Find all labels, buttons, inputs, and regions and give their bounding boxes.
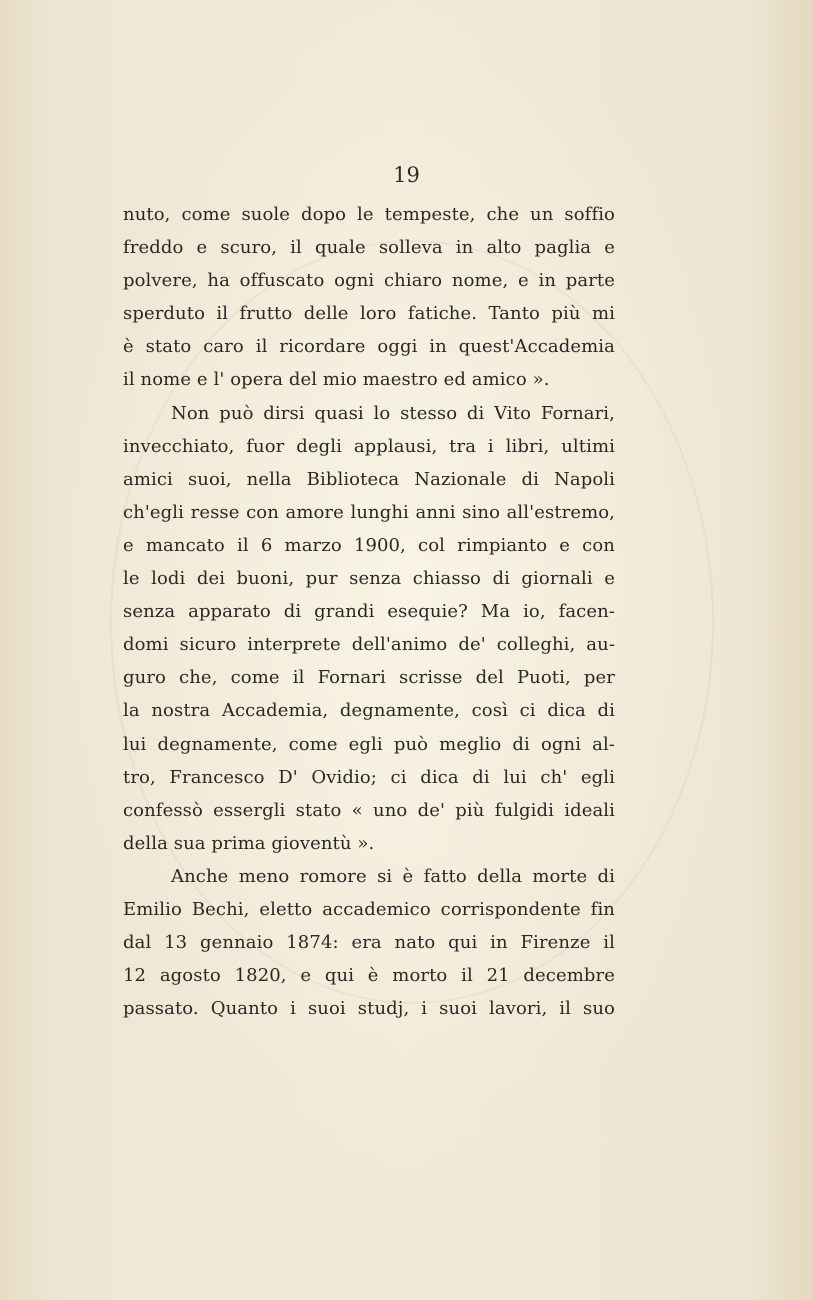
text-line: lui degnamente, come egli può meglio di ogni al- <box>123 733 615 755</box>
text-line: è stato caro il ricordare oggi in quest'Accademia <box>123 336 615 358</box>
text-line: polvere, ha offuscato ogni chiaro nome, e in parte <box>123 270 615 292</box>
text-line: sperduto il frutto delle loro fatiche. Tanto più mi <box>123 303 615 325</box>
text-line: senza apparato di grandi esequie? Ma io, facen- <box>123 601 615 623</box>
text-line: la nostra Accademia, degnamente, così ci dica di <box>123 700 615 722</box>
text-line: il nome e l' opera del mio maestro ed amico ». <box>123 369 550 391</box>
text-line: confessò essergli stato « uno de' più fulgidi ideali <box>123 799 615 821</box>
text-line: Non può dirsi quasi lo stesso di Vito Fornari, <box>171 402 615 424</box>
text-line: le lodi dei buoni, pur senza chiasso di giornali e <box>123 568 615 590</box>
text-line: passato. Quanto i suoi studj, i suoi lavori, il suo <box>123 998 615 1020</box>
text-line: freddo e scuro, il quale solleva in alto paglia e <box>123 237 615 259</box>
text-line: Emilio Bechi, eletto accademico corrispondente fin <box>123 898 615 920</box>
text-line: e mancato il 6 marzo 1900, col rimpianto e con <box>123 534 615 556</box>
text-line: domi sicuro interprete dell'animo de' colleghi, au- <box>123 634 615 656</box>
text-line: amici suoi, nella Biblioteca Nazionale di Napoli <box>123 468 615 490</box>
text-line: invecchiato, fuor degli applausi, tra i libri, ultimi <box>123 435 615 457</box>
text-line: ch'egli resse con amore lunghi anni sino all'estremo, <box>123 501 615 523</box>
text-line: dal 13 gennaio 1874: era nato qui in Firenze il <box>123 932 615 954</box>
text-line: 12 agosto 1820, e qui è morto il 21 decembre <box>123 965 615 987</box>
text-line: nuto, come suole dopo le tempeste, che un soffio <box>123 204 615 225</box>
text-line: della sua prima gioventù ». <box>123 832 375 854</box>
text-line: guro che, come il Fornari scrisse del Puoti, per <box>123 667 615 689</box>
page-number: 19 <box>393 163 420 187</box>
text-line: tro, Francesco D' Ovidio; ci dica di lui ch' egli <box>123 766 615 788</box>
body-text <box>123 198 615 1025</box>
text-line: Anche meno romore si è fatto della morte di <box>171 865 615 887</box>
